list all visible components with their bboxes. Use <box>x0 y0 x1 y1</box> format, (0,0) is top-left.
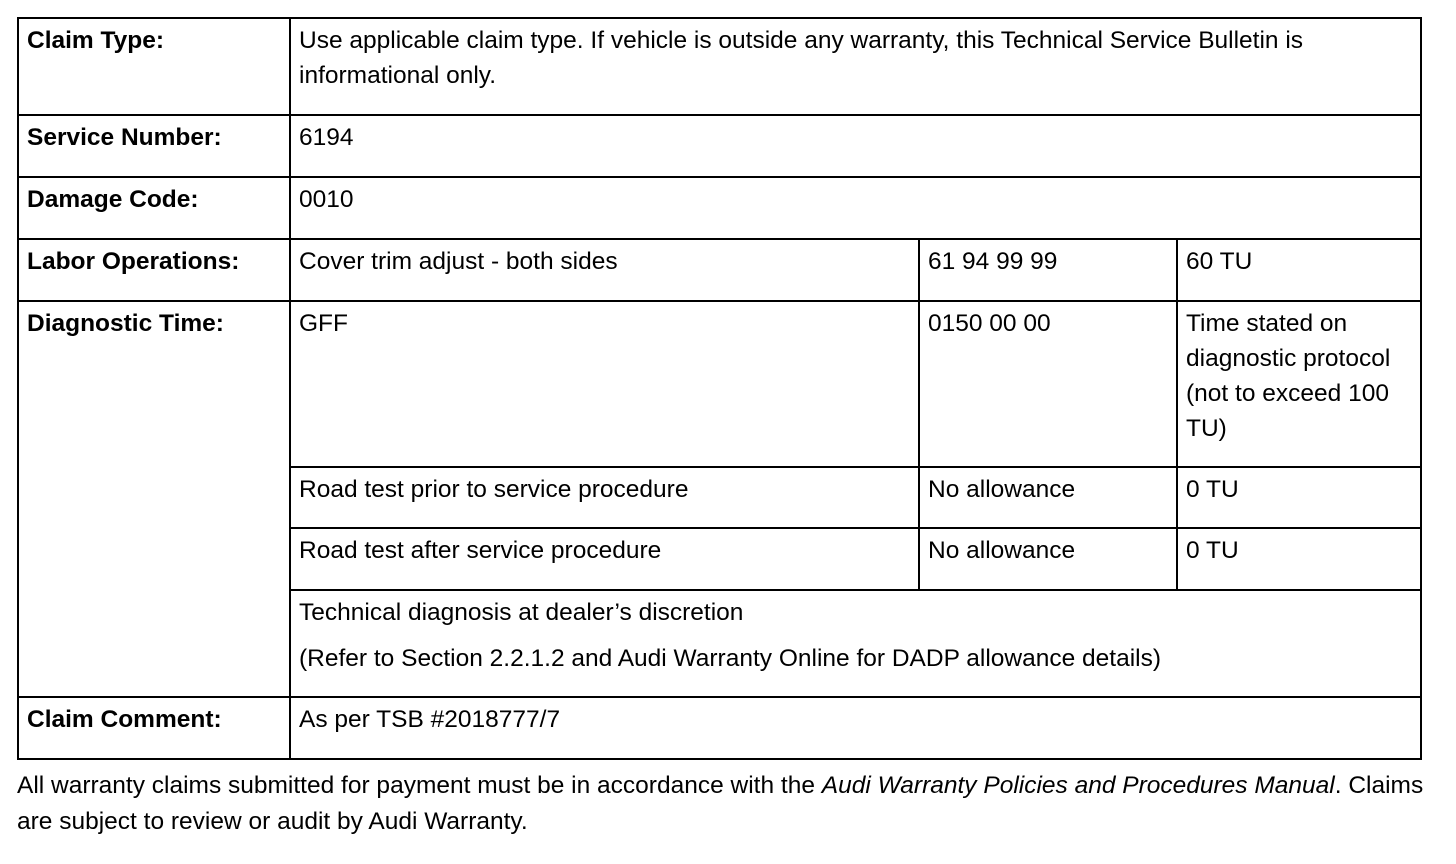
service-number-value: 6194 <box>290 115 1421 177</box>
labor-operations-label: Labor Operations: <box>18 239 290 301</box>
labor-operation-time: 60 TU <box>1177 239 1421 301</box>
diagnostic-note-line: Technical diagnosis at dealer’s discretion <box>299 599 744 626</box>
labor-operation-description: Cover trim adjust - both sides <box>290 239 919 301</box>
diagnostic-entry-code: 0150 00 00 <box>919 301 1177 467</box>
claim-type-value: Use applicable claim type. If vehicle is outside any warranty, this Technical Service Bulletin is informational only. <box>290 18 1421 115</box>
diagnostic-entry-time: Time stated on diagnostic protocol (not to exceed 100 TU) <box>1177 301 1421 467</box>
diagnostic-entry-time: 0 TU <box>1177 467 1421 528</box>
service-number-label: Service Number: <box>18 115 290 177</box>
warranty-footer-note <box>17 768 1427 840</box>
diagnostic-note <box>290 590 1421 697</box>
diagnostic-entry-description: GFF <box>290 301 919 467</box>
warranty-claim-table <box>17 17 1422 760</box>
claim-comment-value: As per TSB #2018777/7 <box>290 697 1421 759</box>
damage-code-row <box>18 177 1421 239</box>
diagnostic-time-label: Diagnostic Time: <box>18 301 290 697</box>
claim-type-label: Claim Type: <box>18 18 290 115</box>
diagnostic-entry-row <box>18 301 1421 467</box>
diagnostic-entry-code: No allowance <box>919 467 1177 528</box>
claim-comment-row <box>18 697 1421 759</box>
diagnostic-entry-description: Road test after service procedure <box>290 528 919 590</box>
claim-type-row <box>18 18 1421 115</box>
labor-operation-code: 61 94 99 99 <box>919 239 1177 301</box>
diagnostic-entry-description: Road test prior to service procedure <box>290 467 919 528</box>
diagnostic-note-reference: (Refer to Section 2.2.1.2 and Audi Warranty Online for DADP allowance details) <box>299 645 1162 672</box>
labor-operations-row <box>18 239 1421 301</box>
footer-text-before: All warranty claims submitted for payment must be in accordance with the <box>17 772 822 799</box>
manual-title: Audi Warranty Policies and Procedures Manual <box>821 772 1335 799</box>
diagnostic-entry-time: 0 TU <box>1177 528 1421 590</box>
footer-text-after: . Claims are subject to review or audit by Audi Warranty. <box>17 772 1424 835</box>
service-number-row <box>18 115 1421 177</box>
diagnostic-entry-code: No allowance <box>919 528 1177 590</box>
damage-code-label: Damage Code: <box>18 177 290 239</box>
claim-comment-label: Claim Comment: <box>18 697 290 759</box>
damage-code-value: 0010 <box>290 177 1421 239</box>
